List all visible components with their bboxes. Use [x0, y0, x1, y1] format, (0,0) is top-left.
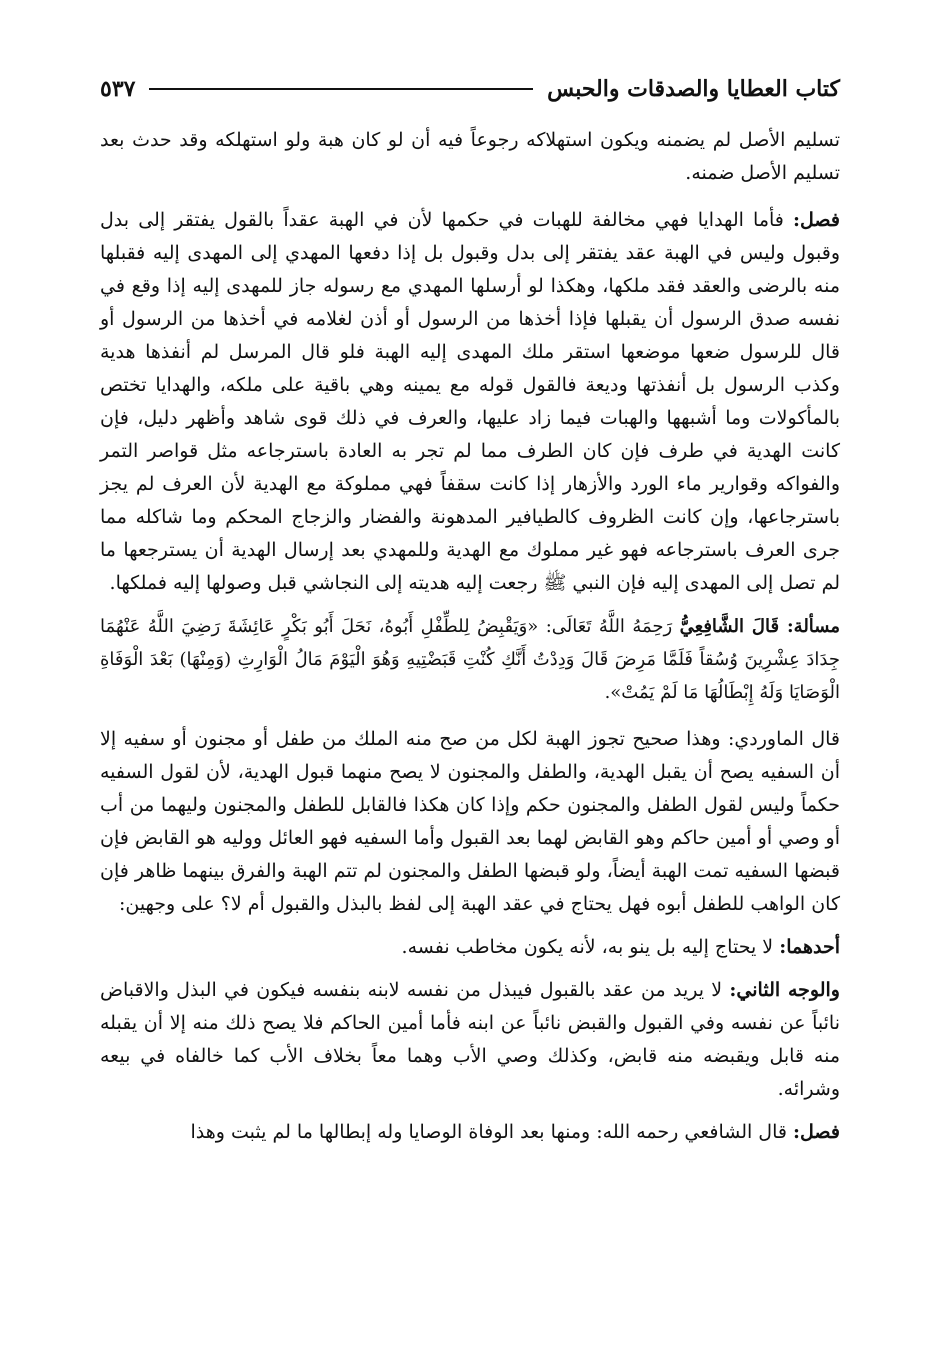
running-header — [100, 66, 840, 112]
paragraph-text: تسليم الأصل لم يضمنه ويكون استهلاكه رجوعاً فيه أن لو كان هبة ولو استهلكه وقد حدث بعد تسليم الأصل ضمنه. — [100, 129, 840, 184]
paragraph-text: قال الشافعي رحمه الله: ومنها بعد الوفاة الوصايا وله إبطالها ما لم يثبت وهذا — [190, 1121, 787, 1143]
paragraph-continuation — [100, 124, 840, 190]
paragraph-masala-quote — [100, 610, 840, 709]
book-title: كتاب العطايا والصدقات والحبس — [547, 76, 840, 102]
paragraph-lead: والوجه الثاني: — [729, 979, 840, 1001]
paragraph-mawardi — [100, 723, 840, 921]
header-rule — [149, 88, 533, 90]
paragraph-text: رَحِمَهُ اللَّهُ تَعَالَى: «وَيَقْبِضُ لِلطِّفْلِ أَبُوهُ، نَحَلَ أَبُو بَكْرٍ عَائِشَةَ رَضِيَ اللَّهُ عَنْهُمَا جِدَادَ عِشْرِينَ وُسُقاً فَلَمَّا مَرِضَ قَالَ وَدِدْتُ أَنَّكِ كُنْتِ قَبَضْتِيهِ وَهُوَ الْيَوْمَ مَالُ الْوَارِثِ (وَمِنْهَا) بَعْدَ الْوَفَاةِ الْوَصَايَا وَلَهُ إِبْطَالُهَا مَا لَمْ يَمُتْ». — [100, 616, 840, 703]
paragraph-text: فأما الهدايا فهي مخالفة للهبات في حكمها لأن في الهبة عقداً بالقول يفتقر إلى بدل وقبول وليس في الهبة عقد يفتقر إلى بدل وقبول بل إذا دفعها المهدي إلى المهدى إليه فقبلها منه بالرضى والعقد فقد ملكها، وهكذا لو أرسلها المهدي مع رسوله جاز للمهدى إليه إذا وقع في نفسه صدق الرسول أن يقبلها فإذا أخذها من الرسول أو أذن لغلامه في أخذها من الرسول أو قال للرسول ضعها موضعها استقر ملك المهدى إليه الهبة فلو قال المرسل لم أنفذها هدية وكذب الرسول بل أنفذتها وديعة فالقول قوله مع يمينه وهي باقية على ملكه، والهدايا تختص بالمأكولات وما أشبهها والهبات فيما زاد عليها، والعرف في ذلك قوى شاهد وأظهر دليل، فإن كانت الهدية في طرف فإن كان الطرف مما لم تجر به العادة باسترجاعه مثل قواصر التمر والفواكه وقوارير ماء الورد والأزهار إذا كانت سقفاً فهي مملوكة مع الهدية لأن العرف لم يجز باسترجاعها، وإن كانت الظروف كالطيافير المدهونة والفضار والزجاج المحكم وما شاكله مما جرى العرف باسترجاعه فهو غير مملوك مع الهدية وللمهدي بعد إرسال الهدية أن يسترجعها ما لم تصل إلى المهدى إليه فإن النبي ﷺ رجعت إليه هديته إلى النجاشي قبل وصولها إليه فملكها. — [100, 209, 840, 594]
paragraph-fasl-shafii — [100, 1116, 840, 1149]
paragraph-lead: فصل: — [793, 209, 840, 231]
paragraph-fasl-gifts — [100, 204, 840, 600]
paragraph-second-opinion — [100, 974, 840, 1106]
paragraph-first-opinion — [100, 931, 840, 964]
paragraph-text: قال الماوردي: وهذا صحيح تجوز الهبة لكل من صح منه الملك من طفل أو مجنون أو سفيه إلا أن السفيه يصح أن يقبل الهدية، والطفل والمجنون لا يصح منهما قبول الهدية، لأن لقول السفيه حكماً وليس لقول الطفل والمجنون حكم وإذا كان هكذا فالقابل للطفل والمجنون وليهما من أب أو وصي أو أمين حاكم وهو القابض لهما بعد القبول وأما السفيه فهو العائل ووليه هو القابض فإن قبضها السفيه تمت الهبة أيضاً، ولو قبضها الطفل والمجنون لم تتم الهبة والفرق بينهما ظاهر فإن كان الواهب للطفل أبوه فهل يحتاج في عقد الهبة إلى لفظ بالبذل والقبول أم لا؟ على وجهين: — [100, 728, 840, 915]
paragraph-lead: فصل: — [793, 1121, 840, 1143]
page-body — [100, 124, 840, 1159]
paragraph-lead: مسألة: قَالَ الشَّافِعِيُّ — [679, 616, 840, 637]
paragraph-text: لا يريد من عقد بالقبول فيبذل من نفسه لابنه بنفسه فيكون في البذل والاقباض نائباً عن نفسه وفي القبول والقبض نائباً عن ابنه فأما أمين الحاكم فلا يصح ذلك منه إلا أن يقبله منه قابل ويقبضه منه قابض، وكذلك وصي الأب وهما معاً بخلاف الأب كما خالفاه في بيعه وشرائه. — [100, 979, 840, 1100]
paragraph-text: لا يحتاج إليه بل ينو به، لأنه يكون مخاطب نفسه. — [401, 936, 774, 958]
page-number: ٥٣٧ — [100, 76, 136, 102]
book-page — [100, 0, 840, 1368]
paragraph-lead: أحدهما: — [779, 936, 840, 958]
